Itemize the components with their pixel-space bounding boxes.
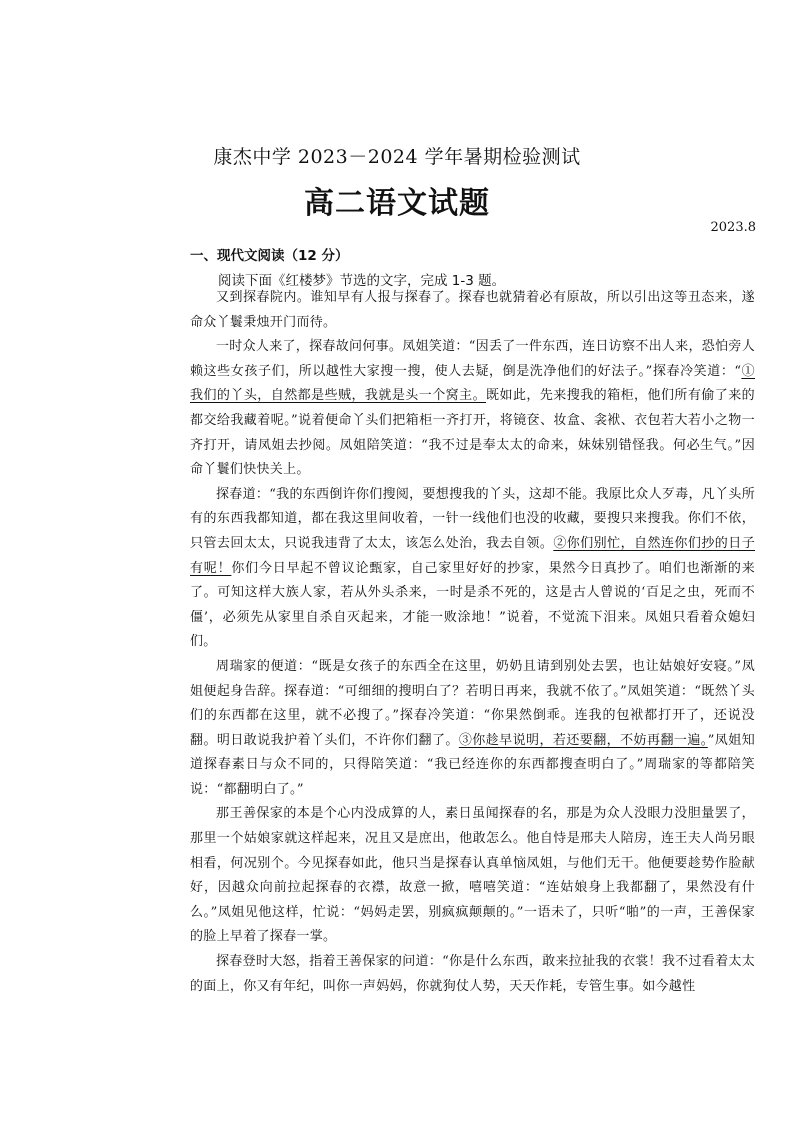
reading-passage: [190, 286, 755, 999]
underlined-sentence-2: ②你们别忙，自然连你们抄的日子有呢！: [190, 535, 755, 576]
underlined-sentence-3: ③你趁早说明，若还要翻，不妨再翻一遍。: [458, 732, 708, 748]
section-instruction: 阅读下面《红楼梦》节选的文字，完成 1-3 题。: [218, 273, 506, 289]
passage-paragraph: 那王善保家的本是个心内没成算的人，素日虽闻探春的名，那是为众人没眼力没胆量罢了，那里一个姑娘家就这样起来，况且又是庶出，他敢怎么。他自恃是邢夫人陪房，连王夫人尚另眼相看，何况别个。今见探春如此，他只当是探春认真单恼凤姐，与他们无干。他便要趁势作脸献好，因越众向前拉起探春的衣襟，故意一掀，嘻嘻笑道：“连姑娘身上我都翻了，果然没有什么。”凤姐见他这样，忙说：“妈妈走罢，别疯疯颠颠的。”一语未了，只听“啪”的一声，王善保家的脸上早着了探春一掌。: [190, 806, 755, 945]
section-heading: 一、现代文阅读（12 分）: [190, 248, 349, 264]
exam-date: 2023.8: [710, 220, 756, 235]
exam-subject-title: 高二语文试题: [304, 186, 490, 221]
underlined-sentence-1: ①我们的丫头，自然都是些贼，我就是头一个窝主。: [190, 363, 755, 404]
passage-text: 一时众人来了，探春故问何事。凤姐笑道：“因丢了一件东西，连日访察不出人来，恐怕旁人赖这些女孩子们，所以越性大家搜一搜，使人去疑，倒是洗净他们的好法子。”探春冷笑道：“: [190, 339, 755, 379]
passage-text: 探春道：“我的东西倒许你们搜阅，要想搜我的丫头，这却不能。我原比众人歹毒，凡丫头所有的东西我都知道，都在我这里间收着，一针一线他们也没的收藏，要搜只来搜我。你们不依，只管去回太太，只说我违背了太太，该怎么处治，我去自领。: [190, 486, 755, 551]
passage-text: 既如此，先来搜我的箱柜，他们所有偷了来的都交给我藏着呢。”说着便命丫头们把箱柜一齐打开，将镜奁、妆盒、衾袱、衣包若大若小之物一齐打开，请凤姐去抄阅。凤姐陪笑道：“我不过是奉太太的命来，妹妹别错怪我。何必生气。”因命丫鬟们快快关上。: [190, 388, 755, 478]
passage-paragraph: [190, 655, 755, 803]
passage-paragraph: [190, 483, 755, 655]
passage-paragraph: 探春登时大怒，指着王善保家的问道：“你是什么东西，敢来拉扯我的衣裳！我不过看着太太的面上，你又有年纪，叫你一声妈妈，你就狗仗人势，天天作耗，专管生事。如今越性: [190, 954, 755, 994]
passage-paragraph: [190, 335, 755, 483]
passage-paragraph: 又到探春院内。谁知早有人报与探春了。探春也就猜着必有原故，所以引出这等丑态来，遂命众丫鬟秉烛开门而待。: [190, 290, 755, 330]
passage-text: 周瑞家的便道：“既是女孩子的东西全在这里，奶奶且请到别处去罢，也让姑娘好安寝。”凤姐便起身告辞。探春道：“可细细的搜明白了？若明日再来，我就不依了。”凤姐笑道：“既然丫头们的东西都在这里，就不必搜了。”探春冷笑道：“你果然倒乖。连我的包袱都打开了，还说没翻。明日敢说我护着丫头们，不许你们翻了。: [190, 658, 755, 748]
passage-text: ”凤姐知道探春素日与众不同的，只得陪笑道：“我已经连你的东西都搜查明白了。”周瑞家的等都陪笑说：“都翻明白了。”: [190, 732, 755, 797]
passage-text: 你们今日早起不曾议论甄家，自己家里好好的抄家，果然今日真抄了。咱们也渐渐的来了。可知这样大族人家，若从外头杀来，一时是杀不死的，这是古人曾说的‘百足之虫，死而不僵’，必须先从家里自杀自灭起来，才能一败涂地！”说着，不觉流下泪来。凤姐只看着众媳妇们。: [190, 560, 756, 650]
school-exam-title: 康杰中学 2023－2024 学年暑期检验测试: [213, 146, 581, 168]
